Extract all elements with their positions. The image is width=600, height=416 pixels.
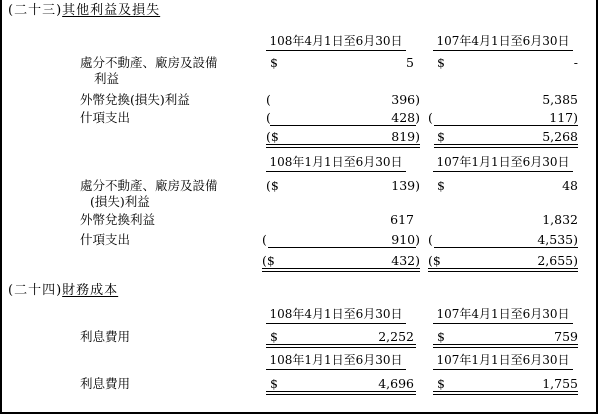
currency-sign: ($ xyxy=(266,178,279,193)
section-23-heading xyxy=(8,3,160,18)
section-24-title: 財務成本 xyxy=(62,283,119,298)
value-cell: 4,535) xyxy=(537,232,578,247)
row-label: 外幣兌換(損失)利益 xyxy=(80,92,190,107)
total-double-rule xyxy=(428,268,578,272)
paren-open: ( xyxy=(262,232,267,247)
value-cell: 2,252 xyxy=(378,329,414,344)
subtotal-rule xyxy=(434,247,578,248)
total-value: 432) xyxy=(391,253,420,268)
total-double-rule xyxy=(433,391,578,395)
subtotal-rule xyxy=(434,125,578,126)
header-fin-ytd-current: 108年1月1日至6月30日 xyxy=(266,353,406,370)
value-cell: 1,832 xyxy=(542,212,578,227)
header-q-current: 108年4月1日至6月30日 xyxy=(266,34,406,51)
total-double-rule xyxy=(262,268,420,272)
value-cell: 4,696 xyxy=(378,376,414,391)
value-cell: 117) xyxy=(549,110,578,125)
header-fin-q-prior: 107年4月1日至6月30日 xyxy=(433,307,573,324)
value-cell: 5,385 xyxy=(542,92,578,107)
total-value: 819) xyxy=(391,129,420,144)
header-fin-ytd-prior: 107年1月1日至6月30日 xyxy=(433,353,573,370)
value-cell: 5 xyxy=(406,55,414,70)
total-value: 2,655) xyxy=(537,253,578,268)
total-double-rule xyxy=(433,344,578,348)
currency-sign: $ xyxy=(437,55,445,70)
currency-sign: $ xyxy=(437,376,445,391)
value-cell: 396) xyxy=(391,92,420,107)
paren-open: ( xyxy=(266,110,271,125)
section-24-heading xyxy=(8,283,118,298)
subtotal-rule xyxy=(270,125,416,126)
row-label: 外幣兌換利益 xyxy=(80,212,156,227)
row-label-cont: (損失)利益 xyxy=(90,194,150,209)
total-double-rule xyxy=(434,144,578,148)
paren-open: ( xyxy=(428,232,433,247)
row-label-cont: 利益 xyxy=(94,71,120,86)
value-cell: 759 xyxy=(554,329,578,344)
row-label: 處分不動產、廠房及設備 xyxy=(80,55,218,70)
value-cell: 139) xyxy=(391,178,420,193)
currency-sign: $ xyxy=(270,376,278,391)
paren-open: ( xyxy=(266,92,271,107)
row-label: 什項支出 xyxy=(80,232,131,247)
currency-sign: $ xyxy=(437,129,445,144)
currency-sign: ($ xyxy=(428,253,441,268)
total-double-rule xyxy=(266,144,420,148)
subtotal-rule xyxy=(268,247,416,248)
value-cell: 1,755 xyxy=(542,376,578,391)
currency-sign: $ xyxy=(437,178,445,193)
currency-sign: ($ xyxy=(266,129,279,144)
value-cell: 48 xyxy=(562,178,578,193)
header-ytd-current: 108年1月1日至6月30日 xyxy=(266,155,406,172)
total-double-rule xyxy=(266,344,416,348)
currency-sign: $ xyxy=(437,329,445,344)
section-23-number: (二十三) xyxy=(8,3,63,18)
paren-open: ( xyxy=(428,110,433,125)
section-23-title: 其他利益及損失 xyxy=(62,3,161,18)
total-value: 5,268 xyxy=(542,129,578,144)
currency-sign: ($ xyxy=(262,253,275,268)
header-ytd-prior: 107年1月1日至6月30日 xyxy=(433,155,573,172)
currency-sign: $ xyxy=(270,55,278,70)
total-double-rule xyxy=(266,391,416,395)
header-fin-q-current: 108年4月1日至6月30日 xyxy=(266,307,406,324)
currency-sign: $ xyxy=(270,329,278,344)
row-label: 什項支出 xyxy=(80,110,131,125)
row-label: 利息費用 xyxy=(80,376,131,391)
value-cell: 617 xyxy=(390,212,414,227)
value-cell: 428) xyxy=(391,110,420,125)
value-cell: - xyxy=(573,55,578,70)
row-label: 利息費用 xyxy=(80,329,131,344)
row-label: 處分不動產、廠房及設備 xyxy=(80,178,218,193)
header-q-prior: 107年4月1日至6月30日 xyxy=(433,34,573,51)
value-cell: 910) xyxy=(391,232,420,247)
section-24-number: (二十四) xyxy=(8,283,63,298)
